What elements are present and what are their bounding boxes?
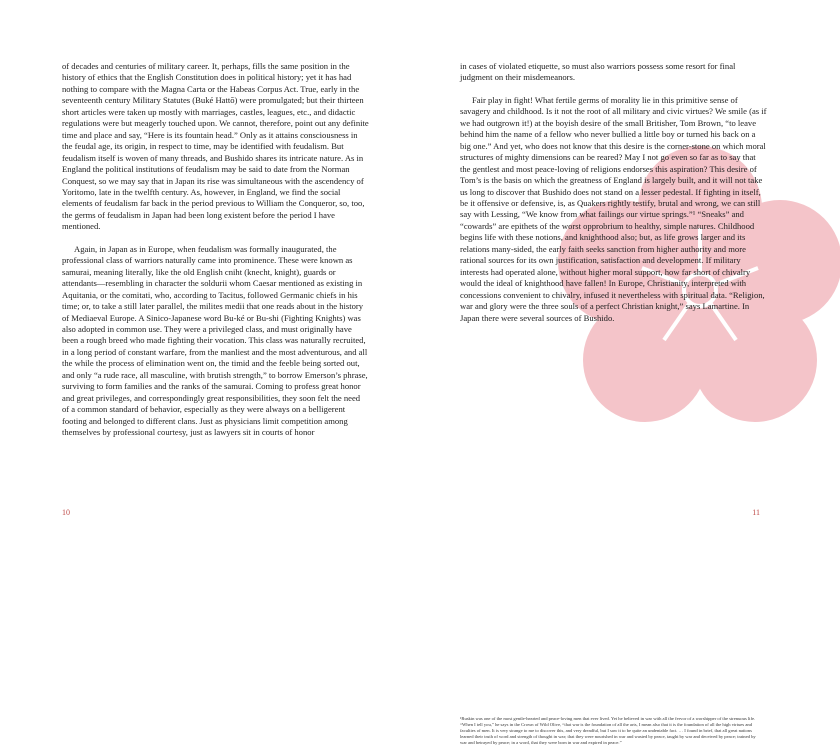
page-number-left: 10 xyxy=(62,508,70,517)
right-paragraph-2: Fair play in fight! What fertile germs of morality lie in this primitive sense of savagery and childhood. Is it not the root of all military and civic virtues? We smile (as if we had outgrown it!) at the boyish desire of the small Britisher, Tom Brown, “to leave behind him the name of a fellow who never bullied a little boy or turned his back on a big one.” And yet, who does not know that this desire is the corner-stone on which moral structures of mighty dimensions can be reared? May I not go even so far as to say that the gentlest and most peace-loving of religions endorses this aspiration? This desire of Tom’s is the basis on which the greatness of England is largely built, and it will not take us long to discover that Bushido does not stand on a lesser pedestal. If fighting in itself, be it offensive or defensive, is, as Quakers rightly testify, brutal and wrong, we can still say with Lessing, “We know from what failings our virtue springs.”¹ “Sneaks” and “cowards” are epithets of the worst opprobrium to healthy, simple natures. Childhood begins life with these notions, and knighthood also; but, as life grows larger and its relations many-sided, the early faith seeks sanction from higher authority and more rational sources for its own justification, satisfaction and development. If military interests had operated alone, without higher moral support, how far short of chivalry would the ideal of knighthood have fallen! In Europe, Christianity, interpreted with concessions convenient to chivalry, infused it nevertheless with spiritual data. “Religion, war and glory were the three souls of a perfect Christian knight,” says Lamartine. In Japan there were several sources of Bushido. xyxy=(460,94,767,323)
right-text-column xyxy=(460,61,768,324)
left-paragraph-2: Again, in Japan as in Europe, when feudalism was formally inaugurated, the professional class of warriors naturally came into prominence. These were known as samurai, meaning literally, like the old English cniht (knecht, knight), guards or attendants—resembling in character the soldurii whom Caesar mentioned as existing in Aquitania, or the comitati, who, according to Tacitus, followed Germanic chiefs in his time; or, to take a still later parallel, the milites medii that one reads about in the history of Mediaeval Europe. A Sinico-Japanese word Bu-ké or Bu-shi (Fighting Knights) was also adopted in common use. They were a privileged class, and must originally have been a rough breed who made fighting their vocation. This class was naturally recruited, in a long period of constant warfare, from the manliest and the most adventurous, and all the while the process of elimination went on, the timid and the feeble being sorted out, and only “a rude race, all masculine, with brutish strength,” to borrow Emerson’s phrase, surviving to form families and the ranks of the samurai. Coming to profess great honor and great privileges, and correspondingly great responsibilities, they soon felt the need of a common standard of behavior, especially as they were always on a belligerent footing and belonged to different clans. Just as physicians limit competition among themselves by professional courtesy, just as lawyers sit in courts of honor xyxy=(62,243,368,438)
right-paragraph-1: in cases of violated etiquette, so must also warriors possess some resort for final judgment on their misdemeanors. xyxy=(460,61,736,83)
left-text-column xyxy=(62,61,369,439)
left-page xyxy=(0,0,400,541)
footnote: ¹Ruskin was one of the most gentle-hearted and peace-loving men that ever lived. Yet he believed in war with all the fervor of a worshipper of the strenuous life. “When I tell you,” he says in the Crown of Wild Olive, “that war is the foundation of all the arts, I mean also that it is the foundation of all the high virtues and faculties of men. It is very strange to me to discover this, and very dreadful, but I saw it to be quite an undeniable fact. … I found in brief, that all great nations learned their truth of word and strength of thought in war; that they were nourished in war and wasted by peace, taught by war and deceived by peace; trained by war and betrayed by peace; in a word, that they were born in war and expired in peace.” xyxy=(460,715,756,746)
right-page xyxy=(400,0,800,746)
page-number-right: 11 xyxy=(752,508,760,517)
left-paragraph-1: of decades and centuries of military career. It, perhaps, fills the same position in the history of ethics that the English Constitution does in political history; yet it has had nothing to compare with the Magna Carta or the Habeas Corpus Act. True, early in the seventeenth century Military Statutes (Buké Hattō) were promulgated; but their thirteen short articles were taken up mostly with marriages, castles, leagues, etc., and didactic regulations were but meagerly touched upon. We cannot, therefore, point out any definite time and place and say, “Here is its fountain head.” Only as it attains consciousness in the feudal age, its origin, in respect to time, may be identified with feudalism. But feudalism itself is woven of many threads, and Bushido shares its intricate nature. As in England the political institutions of feudalism may be said to date from the Norman Conquest, so we may say that in Japan its rise was simultaneous with the ascendency of Yoritomo, late in the twelfth century. As, however, in England, we find the social elements of feudalism far back in the period previous to William the Conqueror, so, too, the germs of feudalism in Japan had been long existent before the period I have mentioned. xyxy=(62,61,369,232)
